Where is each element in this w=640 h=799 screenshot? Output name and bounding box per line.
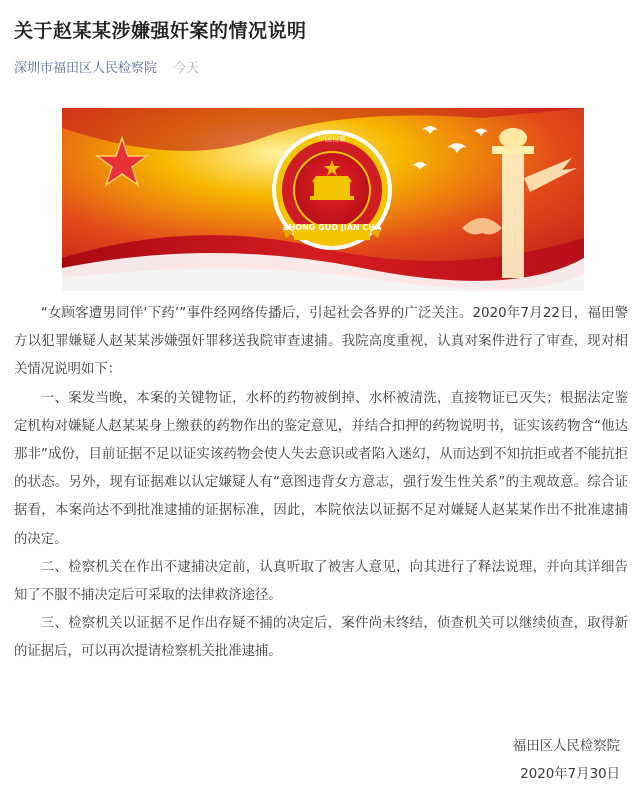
emblem-top-text: 中国检察 bbox=[318, 135, 346, 143]
paragraph-point-3: 三、检察机关以证据不足作出存疑不捕的决定后，案件尚未终结，侦查机关可以继续侦查，取得新的证据后，可以再次提请检察机关批准逮捕。 bbox=[14, 616, 628, 660]
signature-org: 福田区人民检察院 bbox=[512, 739, 620, 754]
article-meta bbox=[14, 57, 199, 76]
paragraph-intro: “女顾客遭男同伴‘下药’”事件经网络传播后，引起社会各界的广泛关注。2020年7月22日，福田警方以犯罪嫌疑人赵某某涉嫌强奸罪移送我院审查逮捕。我院高度重视，认真对案件进行了审查，现对相关情况说明如下： bbox=[14, 306, 628, 378]
article-title: 关于赵某某涉嫌强奸案的情况说明 bbox=[14, 20, 307, 42]
paragraph-point-1: 一、案发当晚，本案的关键物证，水杯的药物被倒掉、水杯被清洗，直接物证已灭失；根据法定鉴定机构对嫌疑人赵某某身上缴获的药物作出的鉴定意见，并结合扣押的药物说明书，证实该药物含“他达那非”成份，目前证据不足以证实该药物会使人失去意识或者陷入迷幻，从而达到不知抗拒或者不能抗拒的状态。另外，现有证据难以认定嫌疑人有“意图违背女方意志，强行发生性关系”的主观故意。综合证据看，本案尚达不到批准逮捕的证据标准，因此，本院依法以证据不足对嫌疑人赵某某作出不批准逮捕的决定。 bbox=[14, 390, 628, 547]
signature-block bbox=[513, 733, 620, 789]
signature-date: 2020年7月30日 bbox=[520, 767, 620, 782]
banner-image bbox=[62, 108, 584, 291]
procuratorate-emblem bbox=[272, 130, 392, 250]
publish-time: 今天 bbox=[173, 61, 200, 76]
account-name-link[interactable]: 深圳市福田区人民检察院 bbox=[14, 61, 158, 76]
emblem-ring-text: ZHONG GUO JIAN CHA bbox=[282, 223, 382, 232]
procuratorate-banner bbox=[62, 108, 584, 291]
paragraph-point-2: 二、检察机关在作出不逮捕决定前，认真听取了被害人意见，向其进行了释法说理，并向其详细告知了不服不捕决定后可采取的法律救济途径。 bbox=[14, 559, 628, 604]
article-body bbox=[14, 300, 628, 667]
